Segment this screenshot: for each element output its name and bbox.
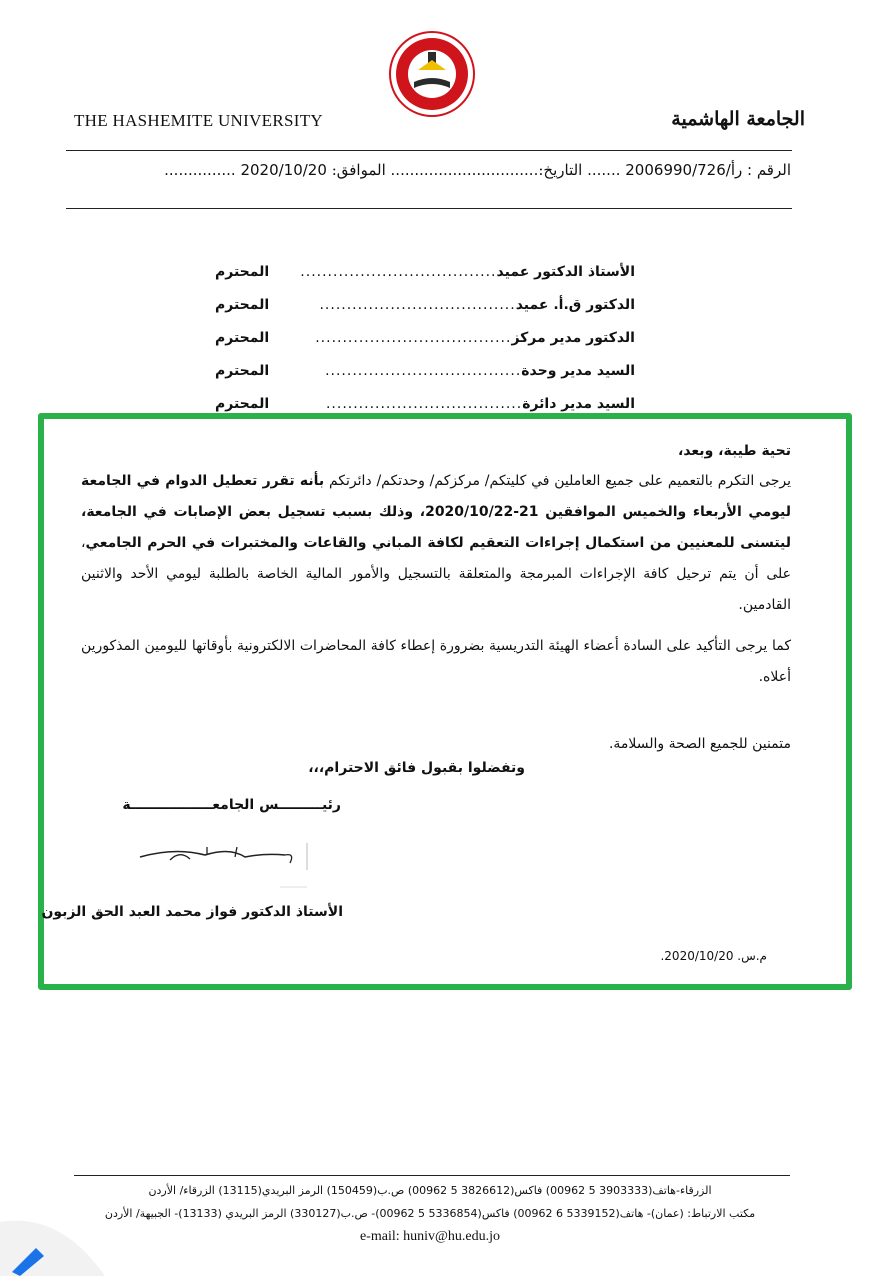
addressee-respect: المحترم <box>215 363 270 379</box>
addressee-dots: .................................... <box>315 330 512 346</box>
body-paragraph-1 <box>81 466 791 621</box>
footer-address-zarqa: الزرقاء-هاتف(3903333 5 00962) فاكس(3826612 5 00962) ص.ب(150459) الرمز البريدي(13115) الزرقاء/ الأردن <box>148 1184 712 1197</box>
reference-number-label: الرقم : <box>742 161 791 179</box>
addressee-respect: المحترم <box>215 330 270 346</box>
footer-divider <box>74 1175 790 1176</box>
addressee-name: الدكتور مدير مركز <box>511 330 635 346</box>
paragraph-1-intro: يرجى التكرم بالتعميم على جميع العاملين في كليتكم/ مركزكم/ وحدتكم/ دائرتكم <box>324 473 791 489</box>
president-name: الأستاذ الدكتور فواز محمد العبد الحق الزبون <box>41 904 343 920</box>
addressee-name: السيد مدير وحدة <box>521 363 635 379</box>
paragraph-1-decision: بأنه تقرر تعطيل الدوام في الجامعة ليومي الأربعاء والخميس الموافقين 21-2020/10/22، وذلك بسبب تسجيل بعض الإصابات في الجامعة، ليتسنى للمعنيين من استكمال إجراءات التعقيم لكافة المباني والقاعات والمختبرات في الحرم الجامعي <box>81 473 792 551</box>
body-paragraph-2: كما يرجى التأكيد على السادة أعضاء الهيئة التدريسية بضرورة إعطاء كافة المحاضرات الالكترونية بأوقاتها لليومين المذكورين أعلاه. <box>81 638 791 685</box>
reference-number: رأ/2006990/726 <box>625 161 743 179</box>
footer-address-amman: مكتب الارتباط: (عمان)- هاتف(5339152 6 00962) فاكس(5336854 5 00962)- ص.ب(330127) الرمز البريدي (13133)- الجبيهة/ الأردن <box>104 1207 756 1220</box>
addressee-row <box>215 355 635 388</box>
edit-pencil-icon[interactable] <box>0 1212 105 1276</box>
addressee-respect: المحترم <box>215 297 270 313</box>
handwritten-signature <box>135 835 325 890</box>
date-dots: ............................... <box>390 161 539 179</box>
paragraph-1-tail: ، على أن يتم ترحيل كافة الإجراءات المبرمجة والمتعلقة بالتسجيل والأمور المالية الخاصة بالطلبة ليومي الأحد والاثنين القادمين. <box>81 535 791 613</box>
addressee-dots: .................................... <box>319 297 516 313</box>
addressee-row <box>215 289 635 322</box>
addressee-row <box>215 256 635 289</box>
addressee-dots: .................................... <box>325 396 523 412</box>
addressee-respect: المحترم <box>215 264 270 280</box>
president-title: رئيـــــــــس الجامعـــــــــــــــــة <box>122 797 341 813</box>
university-name-arabic: الجامعة الهاشمية <box>671 108 805 130</box>
addressee-dots: .................................... <box>300 264 497 280</box>
addressee-name: الأستاذ الدكتور عميد <box>496 264 635 280</box>
addressee-dots: .................................... <box>325 363 522 379</box>
footer-email: e-mail: huniv@hu.edu.jo <box>359 1229 501 1244</box>
addressee-list <box>215 256 635 421</box>
header-divider <box>66 150 792 151</box>
corresponding-label: الموافق: <box>331 161 386 179</box>
addressee-respect: المحترم <box>215 396 270 412</box>
addressee-row <box>215 322 635 355</box>
addressee-name: الدكتور ق.أ. عميد <box>515 297 635 313</box>
wishes-line: متمنين للجميع الصحة والسلامة. <box>608 736 791 752</box>
reference-divider <box>66 208 792 209</box>
closing-line: وتفضلوا بقبول فائق الاحترام،،، <box>308 760 525 776</box>
corresponding-date: 2020/10/20 ............... <box>164 161 327 179</box>
university-name-english: THE HASHEMITE UNIVERSITY <box>74 111 323 130</box>
date-label: التاريخ: <box>538 161 583 179</box>
addressee-name: السيد مدير دائرة <box>522 396 635 412</box>
university-logo <box>388 30 476 118</box>
greeting: تحية طيبة، وبعد، <box>678 443 791 459</box>
reference-line: الرقم : رأ/2006990/726 ....... التاريخ:............................... الموافق: 2020/10/20 ............... <box>164 161 791 179</box>
initials-date: م.س. 2020/10/20. <box>660 949 767 963</box>
